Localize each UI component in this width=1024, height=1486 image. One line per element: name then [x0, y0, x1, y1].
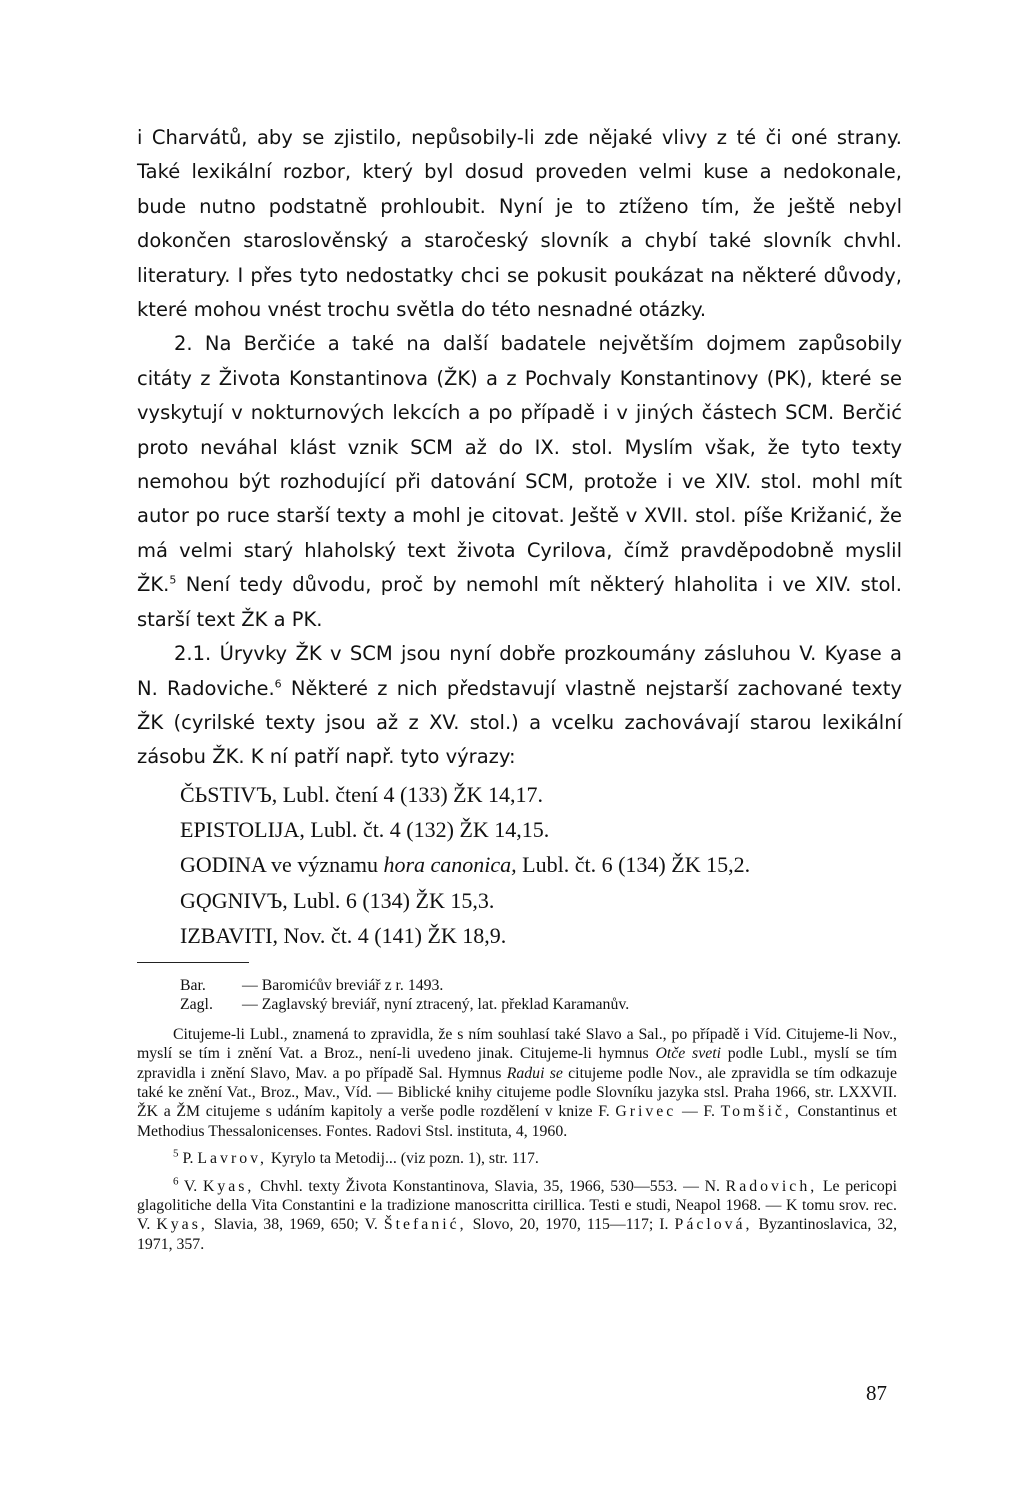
citation-note-italic: Otče sveti — [655, 1045, 721, 1063]
paragraph-1-text: i Charvátů, aby se zjistilo, nepůsobily-li zde nějaké vlivy z té či oné strany. Také lexikální rozbor, který byl dosud proveden velmi kuse a nedokonale, bude nutno podstatně prohloubit. Nyní je to ztíženo tím, že ještě nebyl dokončen staroslověnský a staročeský slovník a chybí také slovník chvhl. literatury. I přes tyto nedostatky chci se pokusit poukázat na některé důvody, které mohou vnést trochu světla do této nesnadné otázky. — [137, 126, 902, 322]
footnotes — [137, 976, 897, 1254]
author-name: Lavrov, — [197, 1150, 267, 1168]
abbreviation-row — [137, 995, 897, 1014]
citation-note-italic: Radui se — [506, 1064, 563, 1082]
citation-note-text: podle Lubl., myslí se tím zpravidla i znění Slavo, Mav. a po případě Sal. Hymnus — [137, 1045, 897, 1082]
footnote-number: 6 — [173, 1175, 179, 1188]
footnote-text: V. — [183, 1177, 198, 1195]
abbreviation-key: Zagl. — [180, 996, 213, 1014]
lexicon-item-italic: hora canonica, — [383, 852, 517, 878]
abbreviation-value: — Zaglavský breviář, nyní ztracený, lat. překlad Karamanův. — [242, 996, 630, 1014]
paragraph-2-text: Na Berčiće a také na další badatele největším dojmem zapůsobily citáty z Života Konstantinova (ŽK) a z Pochvaly Konstantinovy (PK), které se vyskytují v nokturnových lekcích a po případě i v jiných částech SCM. Berčić proto neváhal klást vznik SCM až do IX. stol. Myslím však, že tyto texty nemohou být rozhodující při datování SCM, protože i ve XIV. stol. mohl mít autor po ruce starší texty a mohl je citovat. Ještě v XVII. stol. píše Križanić, že má velmi starý hlaholský text života Cyrilova, čímž pravděpodobně myslil ŽK. — [137, 332, 903, 597]
body-text — [137, 121, 902, 953]
footnote-text: Chvhl. texty Života Konstantinova, Slavia, 35, 1966, 530—553. — N. — [260, 1177, 720, 1195]
lexicon-list — [137, 777, 902, 953]
paragraph-3-end: Některé z nich představují vlastně nejstarší zachované texty ŽK (cyrilské texty jsou až z XV. stol.) a vcelku zachovávají starou lexikální zásobu ŽK. K ní patří např. tyto výrazy: — [137, 676, 902, 769]
footnote-6 — [137, 1177, 897, 1255]
author-name: Páclová, — [674, 1216, 753, 1234]
footnote-ref-6[interactable]: 6 — [274, 677, 282, 690]
author-name: Grivec — [615, 1103, 677, 1121]
abbreviation-key: Bar. — [180, 977, 206, 994]
paragraph-3-text: Úryvky ŽK v SCM jsou nyní dobře prozkoumány zásluhou V. Kyase a N. Radoviche. — [137, 642, 902, 700]
section-number-2-1: 2.1. — [174, 642, 212, 666]
citation-note-text: citujeme podle Nov., ale zpravidla se tím odkazuje také ke znění Vat., Broz., Mav., Víd. — Biblické knihy citujeme podle Slovníku jazyka stsl. Praha 1966, str. LXXVII. ŽK a ŽM citujeme s udáním kapitoly a verše podle rozdělení v knize F. — [137, 1064, 898, 1121]
section-number-2: 2. — [174, 332, 193, 356]
abbreviation-value: — Baromićův breviář z r. 1493. — [242, 977, 444, 994]
paragraph-1 — [137, 121, 902, 327]
footnote-text: Slavia, 38, 1969, 650; V. — [213, 1216, 378, 1234]
lexicon-item: IZBAVITI, Nov. čt. 4 (141) ŽK 18,9. — [180, 922, 507, 948]
citation-note-text: Constantinus et Methodius Thessalonicenses. Fontes. Radovi Stsl. instituta, 4, 1960. — [137, 1103, 898, 1140]
footnote-text: Slovo, 20, 1970, 115—117; I. — [472, 1216, 669, 1234]
lexicon-item-text: GODINA ve významu — [180, 852, 378, 878]
page-number: 87 — [866, 1381, 887, 1405]
author-name: Kyas, — [202, 1177, 255, 1195]
author-name: Štefanić, — [383, 1216, 467, 1234]
author-name: Kyas, — [156, 1216, 208, 1234]
citation-note-text: Citujeme-li Lubl., znamená to zpravidla, že s ním souhlasí také Slavo a Sal., po případě i Víd. Citujeme-li Nov., myslí se tím i znění Vat. a Broz., není-li uvedeno jinak. Citujeme-li hymnus — [137, 1025, 897, 1063]
citation-note-text: — F. — [681, 1103, 715, 1121]
footnote-text: P. — [182, 1150, 194, 1168]
footnote-separator — [137, 962, 249, 963]
paragraph-2-end: Není tedy důvodu, proč by nemohl mít některý hlaholita i ve XIV. stol. starší text ŽK a PK. — [137, 573, 902, 631]
lexicon-item-text: Lubl. čt. 6 (134) ŽK 15,2. — [522, 852, 751, 878]
footnote-ref-5[interactable]: 5 — [169, 573, 177, 587]
footnote-5 — [137, 1149, 897, 1168]
paragraph-2 — [137, 327, 902, 637]
citation-note — [137, 1025, 897, 1141]
footnote-number: 5 — [173, 1147, 179, 1160]
footnote-text: Le pericopi glagolitiche della Vita Constantini e la tradizione manoscritta cirillica. Testi e studi, Neapol 1968. — K tomu srov. rec. V. — [137, 1177, 898, 1234]
lexicon-item: GǪGNIVЪ, Lubl. 6 (134) ŽK 15,3. — [180, 887, 495, 913]
lexicon-item — [180, 847, 902, 882]
abbreviation-row — [137, 976, 897, 995]
footnote-text: Kyrylo ta Metodij... (viz pozn. 1), str. 117. — [270, 1150, 539, 1168]
footnote-text: Byzantinoslavica, 32, 1971, 357. — [137, 1216, 898, 1253]
lexicon-item: EPISTOLIJA, Lubl. čt. 4 (132) ŽK 14,15. — [180, 817, 550, 843]
paragraph-3 — [137, 637, 902, 775]
lexicon-item: ČЬSTIVЪ, Lubl. čtení 4 (133) ŽK 14,17. — [180, 781, 544, 807]
author-name: Radovich, — [725, 1177, 818, 1195]
author-name: Tomšič, — [720, 1103, 792, 1121]
